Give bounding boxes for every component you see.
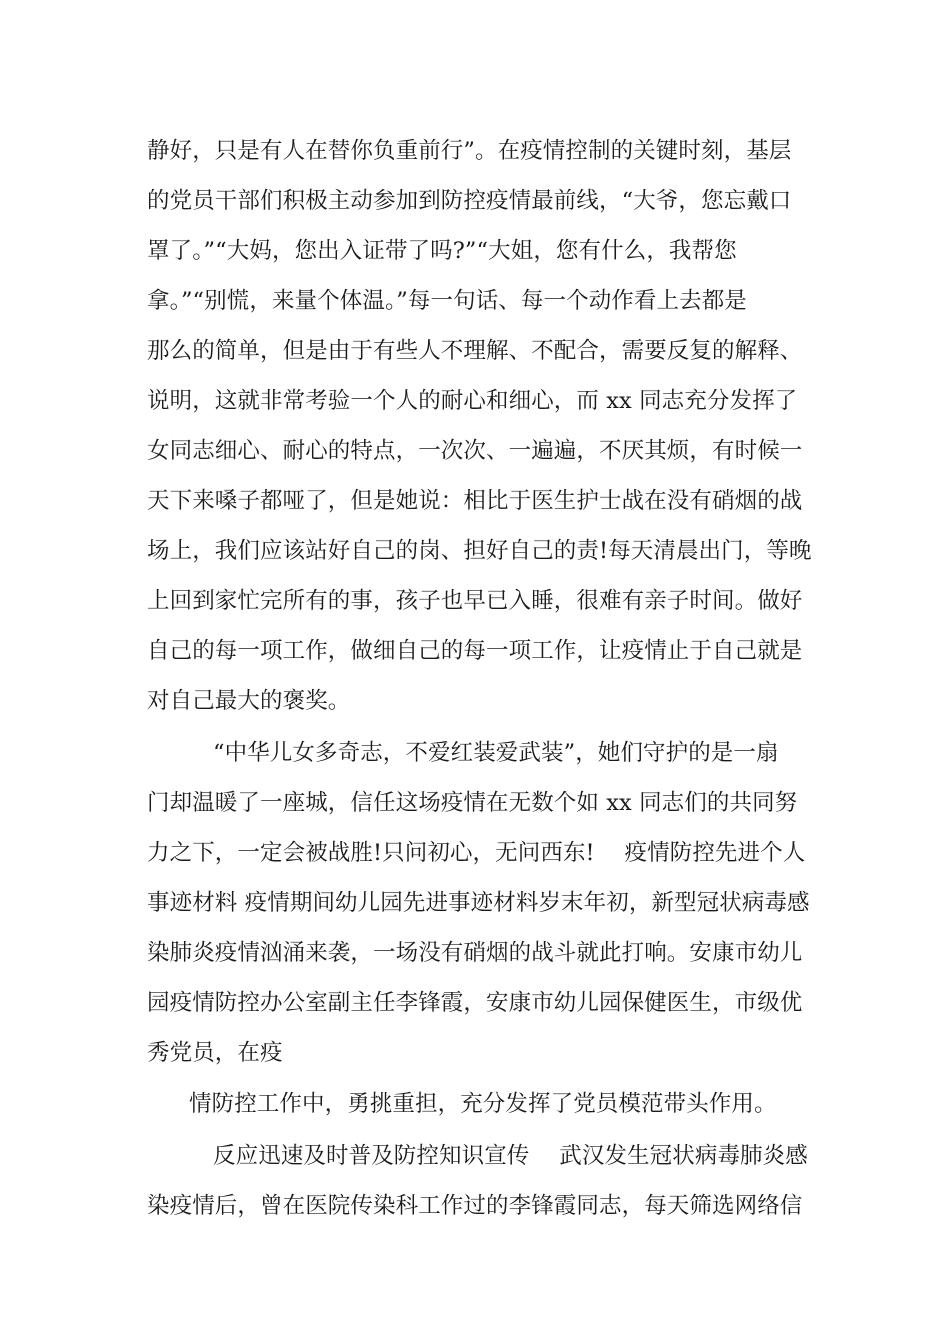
text-line: 场上，我们应该站好自己的岗、担好自己的责!每天清晨出门，等晚: [147, 538, 812, 564]
text-line: 说明，这就非常考验一个人的耐心和细心，而 xx 同志充分发挥了: [147, 388, 798, 414]
text-line: 自己的每一项工作，做细自己的每一项工作，让疫情止于自己就是: [147, 638, 803, 664]
text-line: 那么的简单，但是由于有些人不理解、不配合，需要反复的解释、: [147, 338, 803, 364]
text-line: 情防控工作中，勇挑重担，充分发挥了党员模范带头作用。: [189, 1091, 777, 1117]
text-line: “中华儿女多奇志，不爱红装爱武装”，她们守护的是一扇: [213, 740, 779, 766]
text-line: 罩了。”“大妈，您出入证带了吗?”“大姐，您有什么，我帮您: [147, 238, 737, 264]
text-line: 反应迅速及时普及防控知识宣传 武汉发生冠状病毒肺炎感: [213, 1143, 808, 1169]
text-line: 染肺炎疫情汹涌来袭，一场没有硝烟的战斗就此打响。安康市幼儿: [147, 940, 803, 966]
text-line: 拿。”“别慌，来量个体温。”每一句话、每一个动作看上去都是: [147, 288, 747, 314]
text-line: 事迹材料 疫情期间幼儿园先进事迹材料岁末年初，新型冠状病毒感: [147, 890, 810, 916]
text-line: 静好，只是有人在替你负重前行”。在疫情控制的关键时刻，基层: [147, 138, 792, 164]
text-line: 对自己最大的褒奖。: [147, 688, 351, 714]
text-line: 秀党员，在疫: [147, 1040, 283, 1066]
text-line: 天下来嗓子都哑了，但是她说：相比于医生护士战在没有硝烟的战: [147, 488, 803, 514]
text-line: 的党员干部们积极主动参加到防控疫情最前线，“大爷，您忘戴口: [147, 188, 792, 214]
text-line: 门却温暖了一座城，信任这场疫情在无数个如 xx 同志们的共同努: [147, 790, 798, 816]
text-line: 园疫情防控办公室副主任李锋霞，安康市幼儿园保健医生，市级优: [147, 990, 803, 1016]
text-line: 上回到家忙完所有的事，孩子也早已入睡，很难有亲子时间。做好: [147, 588, 803, 614]
text-line: 力之下，一定会被战胜!只问初心，无问西东! 疫情防控先进个人: [147, 840, 806, 866]
text-line: 染疫情后，曾在医院传染科工作过的李锋霞同志，每天筛选网络信: [147, 1193, 803, 1219]
text-line: 女同志细心、耐心的特点，一次次、一遍遍，不厌其烦，有时候一: [147, 438, 803, 464]
